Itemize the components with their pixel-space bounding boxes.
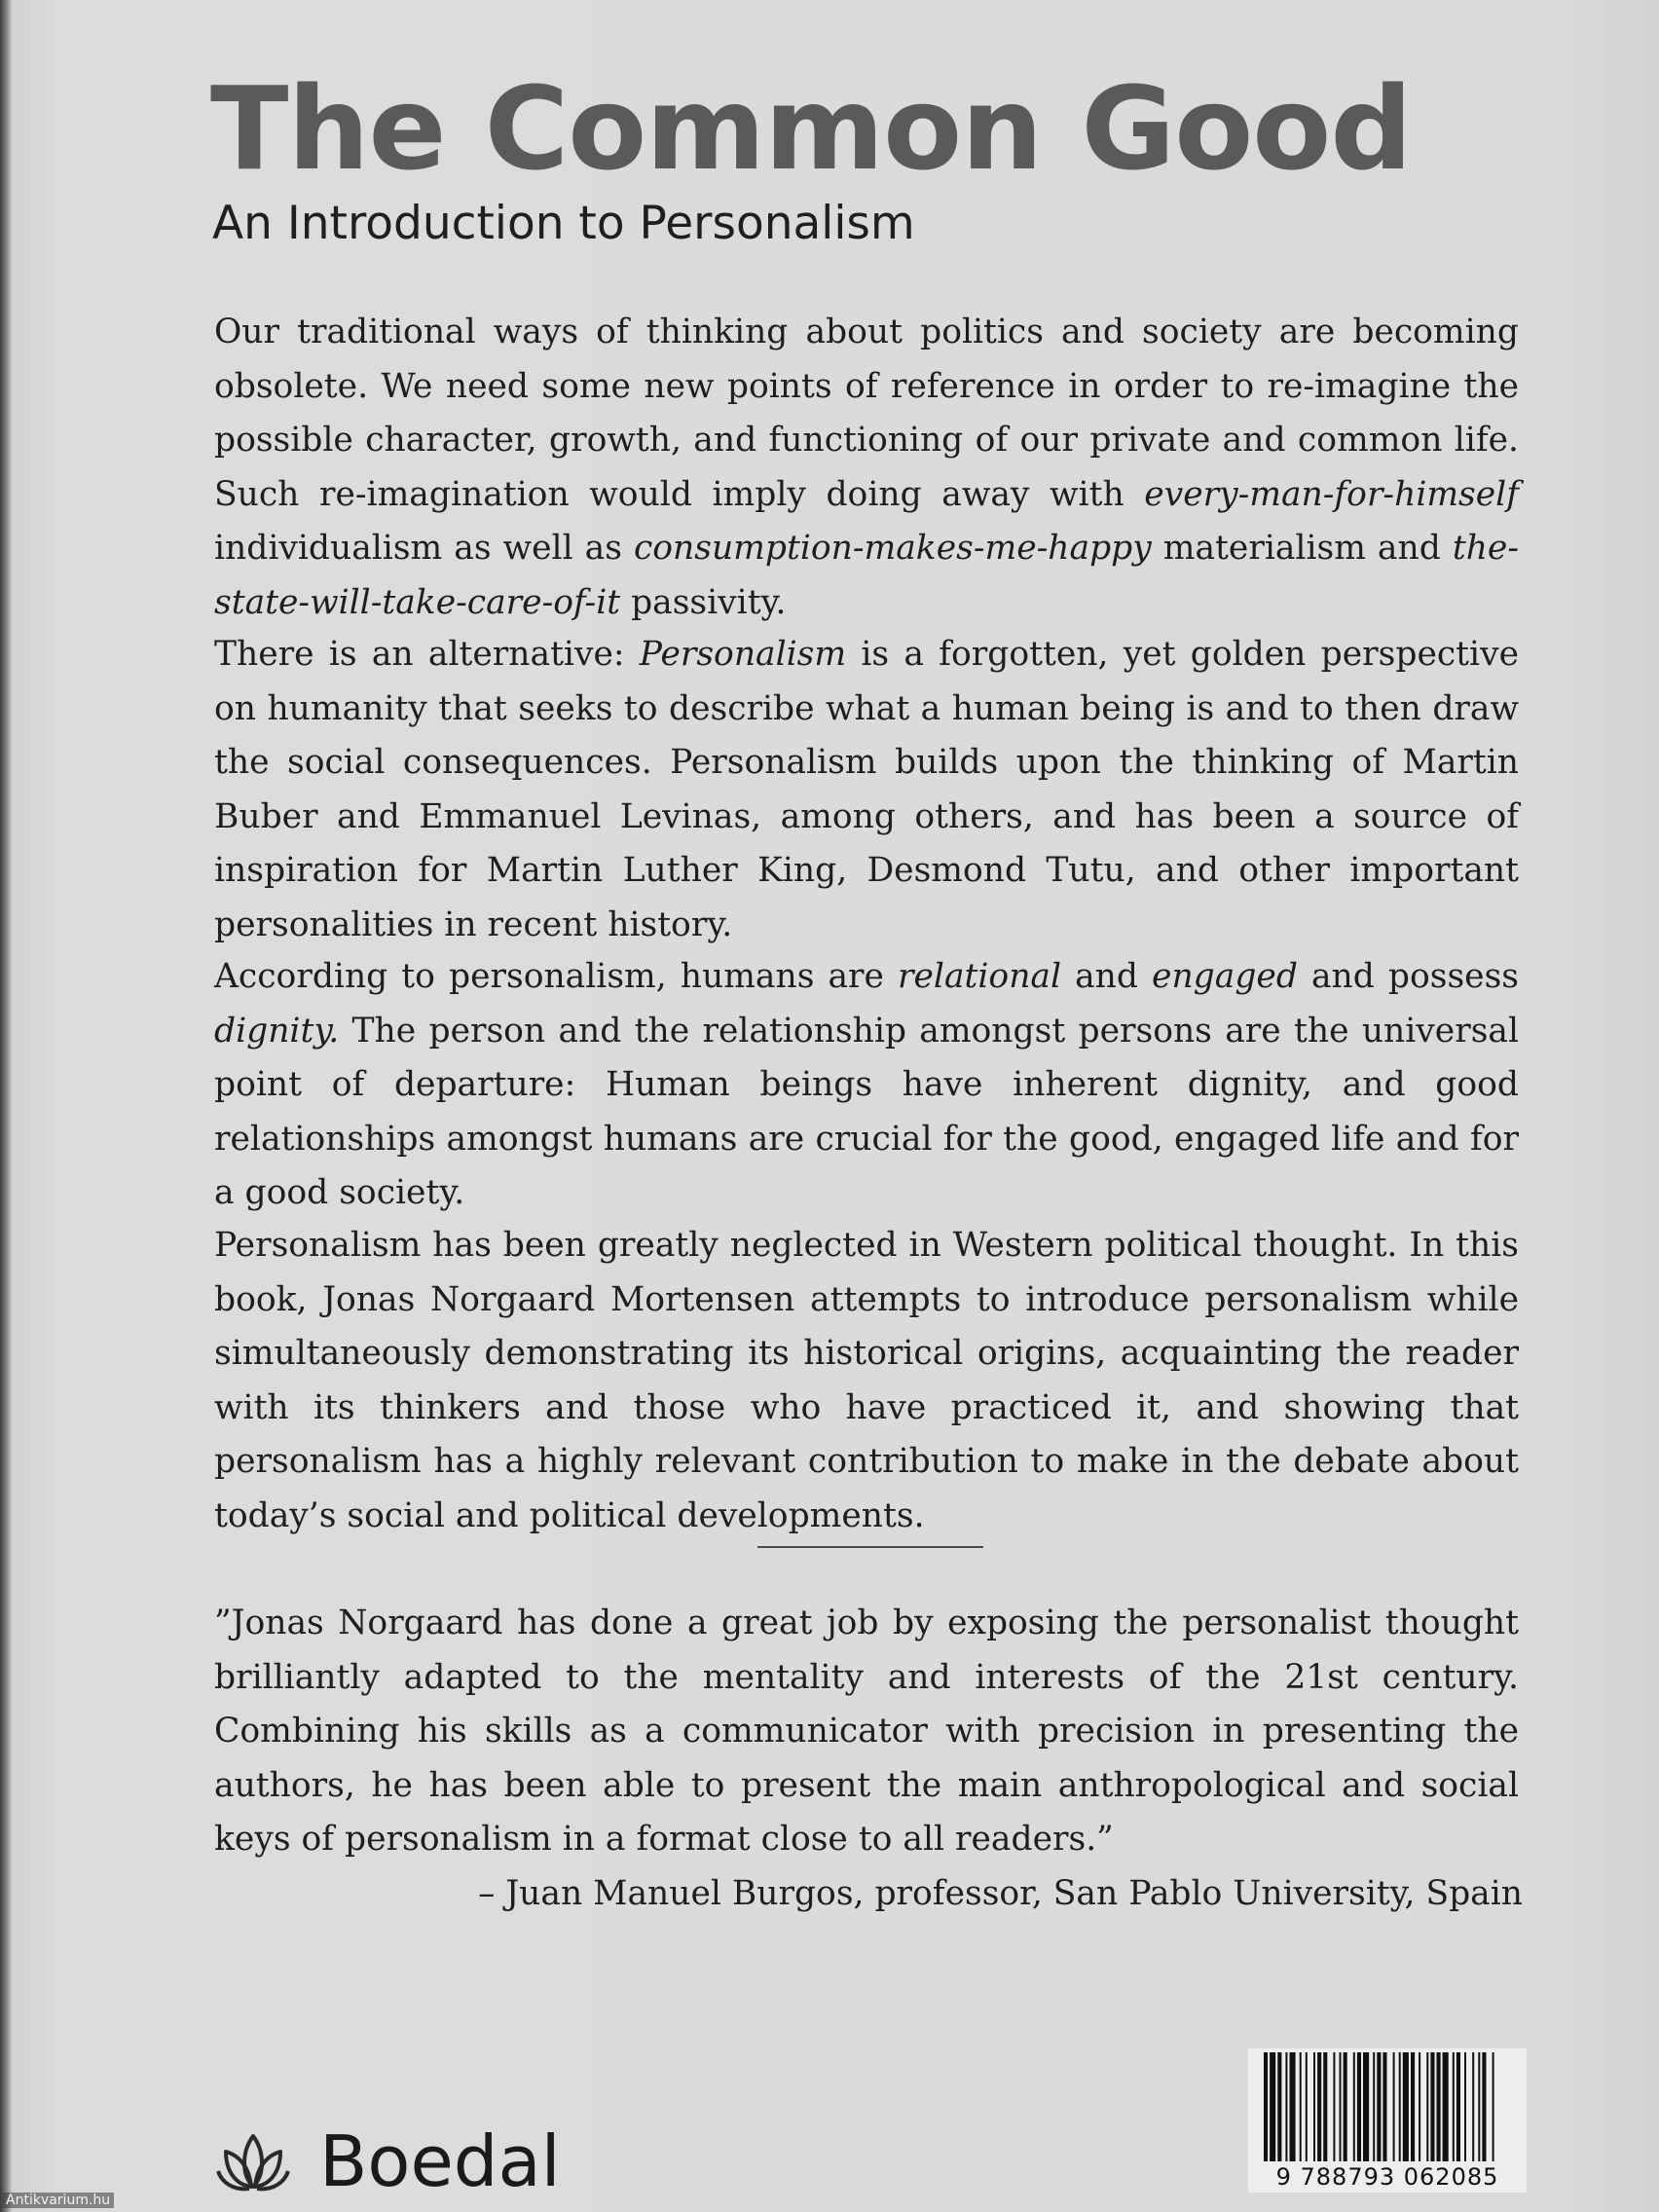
section-divider (757, 1546, 983, 1548)
barcode-bar (1403, 2052, 1409, 2161)
barcode-bar (1399, 2052, 1401, 2161)
barcode-bar (1382, 2052, 1386, 2161)
barcode-bar (1430, 2052, 1434, 2161)
text-run: and (1061, 957, 1153, 996)
text-run: individualism as well as (214, 529, 634, 568)
text-run: and possess (1297, 957, 1520, 996)
lotus-icon (216, 2130, 290, 2193)
barcode-bar (1456, 2052, 1460, 2161)
blurb-paragraph-1 (214, 306, 1519, 630)
barcode-bar (1426, 2052, 1428, 2161)
watermark: Antikvarium.hu (2, 2193, 114, 2208)
barcode-bar (1482, 2052, 1486, 2161)
blurb-paragraph-4: Personalism has been greatly neglected in Western political thought. In this book, Jonas Norgaard Mortensen attempts to introduce personalism while simultaneously demonstrating its historical origins, acquainting the reader with its thinkers and those who have practiced it, and showing that personalism has a highly relevant contribution to make in the debate about today’s social and political developments. (214, 1226, 1519, 1535)
book-subtitle: An Introduction to Personalism (212, 197, 915, 250)
barcode-bar (1285, 2052, 1287, 2161)
barcode-bar (1472, 2052, 1474, 2161)
barcode-bar (1437, 2052, 1441, 2161)
isbn-barcode (1248, 2048, 1527, 2193)
barcode-bar (1478, 2052, 1480, 2161)
barcode-bar (1333, 2052, 1335, 2161)
isbn-digits: 9 788793 062085 (1275, 2163, 1499, 2191)
publisher-logo (216, 2122, 561, 2200)
review-quote: ”Jonas Norgaard has done a great job by exposing the personalist thought brilliantly adapted to the mentality and interests of the 21st century. Combining his skills as a communicator with precision in presenting the authors, he has been able to present the main anthropological and social keys of personalism in a format close to all readers.” (214, 1604, 1519, 1859)
book-title: The Common Good (210, 61, 1412, 196)
text-run: According to personalism, humans are (214, 957, 899, 996)
text-run: The person and the relationship amongst persons are the universal point of departure: Human beings have inherent dignity, and good relationships amongst humans are crucial for the good, engaged life and for a good society. (214, 1011, 1519, 1212)
barcode-bar (1317, 2052, 1321, 2161)
italic-phrase: engaged (1152, 957, 1298, 996)
barcode-bar (1306, 2052, 1308, 2161)
barcode-bar (1357, 2052, 1361, 2161)
barcode-bar (1377, 2052, 1381, 2161)
barcode-bar (1353, 2052, 1355, 2161)
blurb-paragraph-3 (214, 950, 1519, 1221)
barcode-bar (1340, 2052, 1342, 2161)
barcode-bar (1393, 2052, 1395, 2161)
barcode-bars (1248, 2048, 1527, 2163)
barcode-bar (1344, 2052, 1347, 2161)
text-run: Our traditional ways of thinking about politics and society are becoming obsolete. We need some new points of reference in order to re-imagine the possible character, growth, and functioning of our private and common life. Such re-imagination would imply doing away with (214, 313, 1519, 514)
barcode-bar (1464, 2052, 1466, 2161)
barcode-bar (1300, 2052, 1302, 2161)
barcode-bar (1453, 2052, 1455, 2161)
barcode-bar (1443, 2052, 1449, 2161)
text-run: is a forgotten, yet golden perspective on humanity that seeks to describe what a human being is and to then draw the social consequences. Personalism builds upon the thinking of Martin Buber and Emmanuel Levinas, among others, and has been a source of inspiration for Martin Luther King, Desmond Tutu, and other important personalities in recent history. (214, 635, 1519, 944)
italic-phrase: consumption-makes-me-happy (633, 529, 1152, 568)
barcode-bar (1373, 2052, 1375, 2161)
barcode-bar (1277, 2052, 1281, 2161)
spine-edge (0, 0, 12, 2212)
barcode-bar (1363, 2052, 1369, 2161)
barcode-bar (1323, 2052, 1327, 2161)
barcode-bar (1270, 2052, 1275, 2161)
italic-phrase: every-man-for-himself (1144, 474, 1519, 514)
italic-phrase: the-state-will-take-care-of-it (214, 529, 1520, 622)
italic-phrase: Personalism (639, 635, 847, 674)
barcode-bar (1419, 2052, 1420, 2161)
quote-attribution: – Juan Manuel Burgos, professor, San Pablo University, Spain (478, 1874, 1523, 1913)
text-run: There is an alternative: (214, 635, 640, 674)
text-run: materialism and (1151, 529, 1453, 568)
italic-phrase: relational (898, 957, 1062, 996)
barcode-bar (1493, 2052, 1494, 2161)
italic-phrase: dignity. (214, 1011, 340, 1051)
text-run: passivity. (620, 582, 787, 622)
barcode-bar (1313, 2052, 1315, 2161)
blurb-paragraph-2 (214, 628, 1519, 952)
barcode-bar (1264, 2052, 1268, 2161)
barcode-bar (1290, 2052, 1296, 2161)
publisher-name: Boedal (319, 2120, 561, 2202)
barcode-bar (1411, 2052, 1415, 2161)
